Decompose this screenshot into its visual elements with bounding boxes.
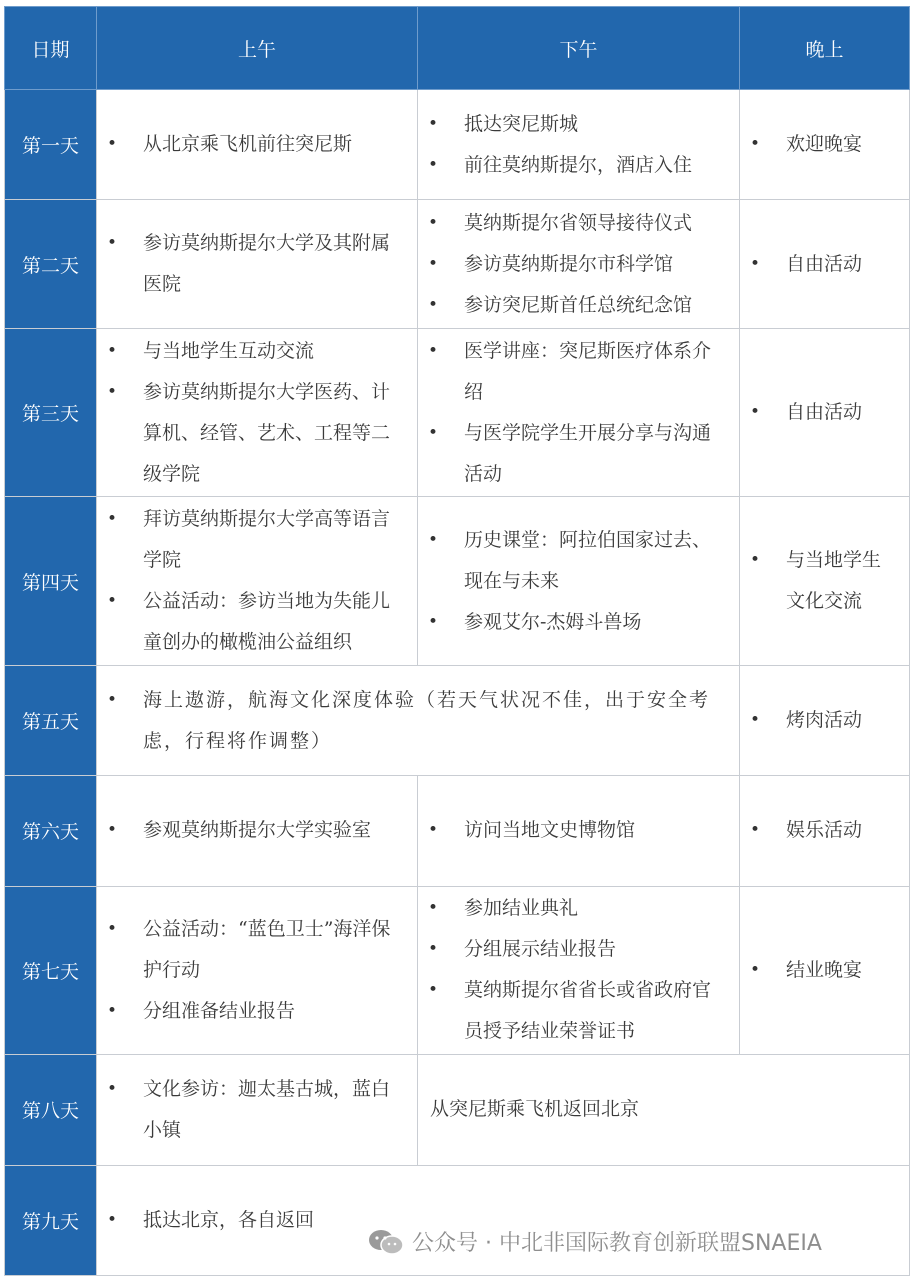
list-item: • 参访莫纳斯提尔大学医药、计算机、经管、艺术、工程等二级学院 [107, 372, 407, 495]
watermark-text: 公众号 · 中北非国际教育创新联盟SNAEIA [412, 1231, 822, 1256]
list-item: • 公益活动：参访当地为失能儿童创办的橄榄油公益组织 [107, 581, 407, 663]
list-item: • 结业晚宴 [750, 950, 899, 991]
list-item: • 与当地学生文化交流 [750, 540, 899, 622]
day-label: 第二天 [5, 200, 97, 328]
afternoon-evening-cell [418, 1055, 910, 1165]
day-row [5, 200, 910, 328]
header-row [5, 7, 910, 90]
list-item: • 分组展示结业报告 [428, 929, 729, 970]
list-item: • 历史课堂：阿拉伯国家过去、现在与未来 [428, 520, 729, 602]
morning-afternoon-cell [97, 665, 740, 775]
day-label: 第一天 [5, 90, 97, 200]
day-row [5, 776, 910, 886]
day-label: 第四天 [5, 497, 97, 666]
list-item: • 抵达突尼斯城 [428, 104, 729, 145]
afternoon-cell [418, 886, 740, 1055]
day-row [5, 1165, 910, 1275]
header-date: 日期 [5, 7, 97, 90]
day-label: 第六天 [5, 776, 97, 886]
list-item: • 自由活动 [750, 392, 899, 433]
morning-cell [97, 1055, 418, 1165]
day-label: 第八天 [5, 1055, 97, 1165]
list-item: • 文化参访：迦太基古城，蓝白小镇 [107, 1069, 407, 1151]
list-item: • 参观艾尔-杰姆斗兽场 [428, 602, 729, 643]
evening-cell [740, 497, 910, 666]
list-item: • 莫纳斯提尔省省长或省政府官员授予结业荣誉证书 [428, 970, 729, 1052]
afternoon-cell [418, 200, 740, 328]
day-row [5, 1055, 910, 1165]
evening-cell [740, 200, 910, 328]
header-afternoon: 下午 [418, 7, 740, 90]
day-row [5, 497, 910, 666]
day-row [5, 886, 910, 1055]
itinerary-table [4, 6, 910, 1276]
header-evening: 晚上 [740, 7, 910, 90]
all-day-cell [97, 1165, 910, 1275]
wechat-icon [366, 1227, 406, 1257]
day-label: 第五天 [5, 665, 97, 775]
watermark [366, 1226, 822, 1257]
list-item: • 参访突尼斯首任总统纪念馆 [428, 285, 729, 326]
list-item: • 分组准备结业报告 [107, 991, 407, 1032]
list-item: • 参观莫纳斯提尔大学实验室 [107, 810, 407, 851]
afternoon-cell [418, 90, 740, 200]
day-label: 第三天 [5, 328, 97, 497]
morning-cell [97, 776, 418, 886]
evening-cell [740, 90, 910, 200]
morning-cell [97, 497, 418, 666]
afternoon-cell [418, 776, 740, 886]
list-item: • 参加结业典礼 [428, 888, 729, 929]
list-item: • 自由活动 [750, 244, 899, 285]
evening-cell [740, 328, 910, 497]
evening-cell [740, 665, 910, 775]
return-flight-text: 从突尼斯乘飞机返回北京 [430, 1098, 640, 1121]
list-item: • 医学讲座：突尼斯医疗体系介绍 [428, 331, 729, 413]
list-item: • 访问当地文史博物馆 [428, 810, 729, 851]
list-item: • 前往莫纳斯提尔，酒店入住 [428, 145, 729, 186]
list-item: • 参访莫纳斯提尔市科学馆 [428, 244, 729, 285]
list-item: • 抵达北京，各自返回 [107, 1200, 899, 1241]
morning-cell [97, 200, 418, 328]
list-item: • 与当地学生互动交流 [107, 331, 407, 372]
list-item: • 莫纳斯提尔省领导接待仪式 [428, 203, 729, 244]
afternoon-cell [418, 328, 740, 497]
list-item: • 从北京乘飞机前往突尼斯 [107, 124, 407, 165]
list-item: • 烤肉活动 [750, 700, 899, 741]
afternoon-cell [418, 497, 740, 666]
day-label: 第九天 [5, 1165, 97, 1275]
list-item: • 与医学院学生开展分享与沟通活动 [428, 413, 729, 495]
list-item: • 参访莫纳斯提尔大学及其附属医院 [107, 223, 407, 305]
list-item: • 海上遨游，航海文化深度体验（若天气状况不佳，出于安全考虑，行程将作调整） [107, 680, 729, 762]
list-item: • 娱乐活动 [750, 810, 899, 851]
header-morning: 上午 [97, 7, 418, 90]
evening-cell [740, 886, 910, 1055]
morning-cell [97, 328, 418, 497]
evening-cell [740, 776, 910, 886]
list-item: • 公益活动：“蓝色卫士”海洋保护行动 [107, 909, 407, 991]
day-label: 第七天 [5, 886, 97, 1055]
list-item: • 欢迎晚宴 [750, 124, 899, 165]
morning-cell [97, 886, 418, 1055]
day-row [5, 665, 910, 775]
morning-cell [97, 90, 418, 200]
day-row [5, 90, 910, 200]
day-row [5, 328, 910, 497]
list-item: • 拜访莫纳斯提尔大学高等语言学院 [107, 499, 407, 581]
